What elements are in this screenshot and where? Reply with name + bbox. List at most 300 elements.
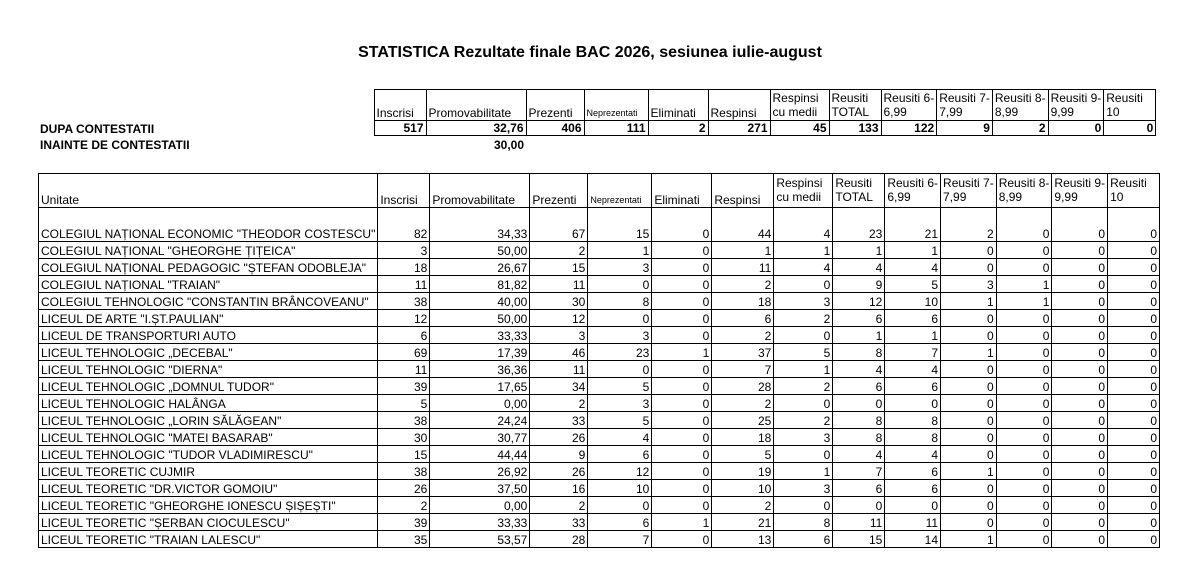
table-row — [39, 208, 1160, 242]
table-cell: 5 — [378, 395, 430, 412]
unit-name-cell: LICEUL TEHNOLOGIC "TUDOR VLADIMIRESCU" — [39, 446, 378, 463]
table-cell: 0 — [1052, 497, 1108, 514]
summary-cell: 0 — [1048, 121, 1104, 136]
table-cell: 0 — [1108, 480, 1160, 497]
table-cell: 0 — [774, 497, 833, 514]
summary-cell: 406 — [526, 121, 584, 136]
table-cell: 0 — [941, 497, 997, 514]
results-table — [38, 173, 1160, 548]
table-cell: 28 — [530, 531, 588, 548]
table-cell: 4 — [885, 259, 941, 276]
unit-name-cell: LICEUL TEORETIC "ȘERBAN CIOCULESCU" — [39, 514, 378, 531]
table-row — [39, 378, 1160, 395]
table-cell: 8 — [833, 344, 885, 361]
table-cell: 5 — [774, 344, 833, 361]
table-row — [39, 395, 1160, 412]
table-cell: 14 — [885, 531, 941, 548]
table-header-row — [39, 174, 1160, 208]
summary-table — [38, 89, 1156, 152]
table-cell: 11 — [530, 361, 588, 378]
table-cell: 1 — [774, 361, 833, 378]
table-cell: 0 — [652, 497, 712, 514]
table-cell: 6 — [588, 514, 652, 531]
table-cell: 3 — [774, 429, 833, 446]
table-cell: 1 — [941, 463, 997, 480]
table-cell: 0 — [1052, 412, 1108, 429]
table-cell: 0 — [996, 412, 1052, 429]
table-cell: 23 — [588, 344, 652, 361]
table-cell: 0 — [1052, 429, 1108, 446]
table-cell: 11 — [378, 276, 430, 293]
table-cell: 4 — [833, 446, 885, 463]
table-cell: 1 — [712, 242, 774, 259]
table-cell: 6 — [774, 531, 833, 548]
unit-name-cell: LICEUL TEORETIC "TRAIAN LALESCU" — [39, 531, 378, 548]
table-cell: 0 — [1052, 310, 1108, 327]
table-row — [39, 497, 1160, 514]
table-cell: 12 — [833, 293, 885, 310]
unit-name-cell: LICEUL TEHNOLOGIC „LORIN SĂLĂGEAN" — [39, 412, 378, 429]
unit-name-cell: LICEUL TEORETIC CUJMIR — [39, 463, 378, 480]
table-cell: 3 — [774, 293, 833, 310]
table-cell: 0,00 — [430, 395, 530, 412]
table-cell: 3 — [588, 395, 652, 412]
table-cell: 4 — [833, 361, 885, 378]
col-inscrisi: Inscrisi — [378, 174, 430, 208]
table-cell: 0 — [941, 429, 997, 446]
table-cell: 0 — [833, 395, 885, 412]
table-cell: 0 — [996, 361, 1052, 378]
table-cell: 0 — [652, 242, 712, 259]
col-neprezentati: Neprezentati — [588, 174, 652, 208]
table-cell: 1 — [833, 327, 885, 344]
table-cell: 6 — [885, 480, 941, 497]
table-cell: 0 — [1052, 293, 1108, 310]
table-cell: 37 — [712, 344, 774, 361]
table-cell: 34,33 — [430, 208, 530, 242]
table-cell: 3 — [588, 259, 652, 276]
table-row — [39, 514, 1160, 531]
table-cell: 0 — [652, 310, 712, 327]
table-cell: 0 — [996, 208, 1052, 242]
table-cell: 10 — [885, 293, 941, 310]
table-cell: 11 — [530, 276, 588, 293]
table-cell: 0 — [652, 208, 712, 242]
table-cell: 0 — [1108, 378, 1160, 395]
table-cell: 44,44 — [430, 446, 530, 463]
table-cell: 0 — [1108, 531, 1160, 548]
summary-cell: 30,00 — [493, 138, 524, 152]
table-cell: 0 — [1108, 327, 1160, 344]
table-cell: 0 — [652, 276, 712, 293]
table-cell: 0 — [588, 497, 652, 514]
table-cell: 0 — [652, 446, 712, 463]
table-row — [39, 463, 1160, 480]
unit-name-cell: LICEUL TEHNOLOGIC "DIERNA" — [39, 361, 378, 378]
table-cell: 5 — [712, 446, 774, 463]
table-cell: 4 — [885, 361, 941, 378]
table-cell: 0 — [774, 276, 833, 293]
table-cell: 1 — [941, 531, 997, 548]
unit-name-cell: COLEGIUL NAȚIONAL "GHEORGHE ȚIȚEICA" — [39, 242, 378, 259]
table-cell: 36,36 — [430, 361, 530, 378]
table-cell: 37,50 — [430, 480, 530, 497]
table-cell: 0 — [1052, 446, 1108, 463]
summary-cell: 2 — [648, 121, 708, 136]
table-cell: 3 — [530, 327, 588, 344]
table-cell: 6 — [833, 480, 885, 497]
table-cell: 12 — [588, 463, 652, 480]
table-cell: 0 — [652, 327, 712, 344]
unit-name-cell: COLEGIUL NAȚIONAL "TRAIAN" — [39, 276, 378, 293]
table-cell: 0 — [996, 259, 1052, 276]
summary-cell: 133 — [829, 121, 881, 136]
table-cell: 26,67 — [430, 259, 530, 276]
unit-name-cell: LICEUL TEHNOLOGIC HALÂNGA — [39, 395, 378, 412]
unit-name-cell: COLEGIUL NAȚIONAL PEDAGOGIC "ȘTEFAN ODOBLEJA" — [39, 259, 378, 276]
table-cell: 0 — [588, 276, 652, 293]
table-cell: 0 — [941, 259, 997, 276]
col-eliminati: Eliminati — [652, 174, 712, 208]
summary-cell: 111 — [584, 121, 648, 136]
table-row — [39, 429, 1160, 446]
unit-name-cell: LICEUL TEORETIC "DR.VICTOR GOMOIU" — [39, 480, 378, 497]
table-cell: 0 — [588, 310, 652, 327]
page-title: STATISTICA Rezultate finale BAC 2026, sesiunea iulie-august — [358, 44, 822, 61]
table-cell: 0 — [1108, 395, 1160, 412]
unit-name-cell: LICEUL TEORETIC "GHEORGHE IONESCU ȘIȘEȘTI" — [39, 497, 378, 514]
table-cell: 4 — [774, 259, 833, 276]
table-cell: 0 — [1052, 208, 1108, 242]
summary-cell: 271 — [708, 121, 770, 136]
col-reusiti-9: Reusiti 9- 9,99 — [1052, 174, 1108, 208]
table-cell: 0 — [652, 293, 712, 310]
col-respinsi: Respinsi — [712, 174, 774, 208]
table-cell: 0 — [996, 531, 1052, 548]
summary-cell-empty — [526, 136, 1156, 153]
table-cell: 53,57 — [430, 531, 530, 548]
table-cell: 40,00 — [430, 293, 530, 310]
table-cell: 0 — [996, 446, 1052, 463]
unit-name-cell: COLEGIUL TEHNOLOGIC "CONSTANTIN BRÂNCOVEANU" — [39, 293, 378, 310]
table-cell: 3 — [378, 242, 430, 259]
table-cell: 6 — [885, 463, 941, 480]
table-cell: 0 — [1108, 276, 1160, 293]
table-cell: 0 — [1052, 327, 1108, 344]
table-row — [39, 259, 1160, 276]
unit-name-cell: LICEUL TEHNOLOGIC "MATEI BASARAB" — [39, 429, 378, 446]
table-cell: 26 — [378, 480, 430, 497]
summary-cell: 45 — [770, 121, 829, 136]
table-cell: 7 — [833, 463, 885, 480]
summary-row-dupa — [38, 121, 1156, 136]
table-cell: 0 — [996, 497, 1052, 514]
table-cell: 26 — [530, 429, 588, 446]
table-cell: 21 — [712, 514, 774, 531]
table-cell: 4 — [774, 208, 833, 242]
table-cell: 12 — [378, 310, 430, 327]
table-cell: 4 — [833, 259, 885, 276]
col-reusiti-7: Reusiti 7- 7,99 — [941, 174, 997, 208]
table-cell: 1 — [774, 463, 833, 480]
table-cell: 18 — [712, 293, 774, 310]
table-cell: 15 — [530, 259, 588, 276]
table-cell: 50,00 — [430, 242, 530, 259]
col-prezenti: Prezenti — [526, 90, 584, 121]
col-prezenti: Prezenti — [530, 174, 588, 208]
table-cell: 0 — [1108, 361, 1160, 378]
table-cell: 17,65 — [430, 378, 530, 395]
table-cell: 8 — [833, 429, 885, 446]
table-cell: 6 — [833, 310, 885, 327]
table-cell: 13 — [712, 531, 774, 548]
table-cell: 30 — [378, 429, 430, 446]
table-cell: 0 — [941, 327, 997, 344]
table-cell: 16 — [530, 480, 588, 497]
table-cell: 4 — [588, 429, 652, 446]
col-reusiti-total: Reusiti TOTAL — [829, 90, 881, 121]
table-cell: 33 — [530, 514, 588, 531]
table-cell: 39 — [378, 378, 430, 395]
summary-cell: 9 — [937, 121, 993, 136]
table-cell: 67 — [530, 208, 588, 242]
col-neprezentati: Neprezentati — [584, 90, 648, 121]
table-cell: 0 — [941, 412, 997, 429]
table-row — [39, 327, 1160, 344]
table-cell: 2 — [774, 310, 833, 327]
col-reusiti-6: Reusiti 6- 6,99 — [885, 174, 941, 208]
summary-cell: 32,76 — [426, 121, 526, 136]
table-cell: 46 — [530, 344, 588, 361]
table-cell: 0 — [588, 361, 652, 378]
table-cell: 0 — [1108, 412, 1160, 429]
table-cell: 7 — [885, 344, 941, 361]
table-cell: 0 — [652, 259, 712, 276]
table-cell: 0 — [1052, 531, 1108, 548]
table-row — [39, 480, 1160, 497]
table-cell: 0 — [652, 463, 712, 480]
table-cell: 38 — [378, 463, 430, 480]
table-cell: 2 — [530, 497, 588, 514]
table-cell: 0 — [1108, 344, 1160, 361]
summary-cell-empty — [374, 136, 426, 153]
table-cell: 2 — [530, 242, 588, 259]
table-cell: 0 — [652, 395, 712, 412]
table-cell: 0 — [1108, 208, 1160, 242]
table-cell: 82 — [378, 208, 430, 242]
table-cell: 11 — [378, 361, 430, 378]
table-cell: 39 — [378, 514, 430, 531]
table-cell: 5 — [885, 276, 941, 293]
table-cell: 5 — [588, 378, 652, 395]
col-promovabilitate: Promovabilitate — [430, 174, 530, 208]
table-cell: 0 — [941, 395, 997, 412]
col-inscrisi: Inscrisi — [374, 90, 426, 121]
table-cell: 0 — [1052, 259, 1108, 276]
table-cell: 0 — [996, 310, 1052, 327]
table-cell: 0 — [996, 378, 1052, 395]
table-row — [39, 344, 1160, 361]
table-cell: 0 — [885, 395, 941, 412]
table-cell: 24,24 — [430, 412, 530, 429]
table-cell: 26 — [530, 463, 588, 480]
col-reusiti-10: Reusiti 10 — [1104, 90, 1156, 121]
summary-row-inainte — [38, 136, 1156, 153]
unit-name-cell: LICEUL DE TRANSPORTURI AUTO — [39, 327, 378, 344]
table-cell: 15 — [833, 531, 885, 548]
table-cell: 0 — [774, 395, 833, 412]
table-cell: 33,33 — [430, 514, 530, 531]
table-cell: 1 — [652, 344, 712, 361]
table-cell: 0 — [833, 497, 885, 514]
table-cell: 8 — [774, 514, 833, 531]
table-cell: 1 — [996, 293, 1052, 310]
table-cell: 2 — [712, 497, 774, 514]
table-cell: 0 — [1108, 446, 1160, 463]
table-cell: 0 — [1108, 497, 1160, 514]
table-cell: 6 — [885, 310, 941, 327]
table-cell: 5 — [588, 412, 652, 429]
table-cell: 1 — [652, 514, 712, 531]
table-cell: 50,00 — [430, 310, 530, 327]
table-cell: 33 — [530, 412, 588, 429]
table-cell: 1 — [885, 242, 941, 259]
table-cell: 69 — [378, 344, 430, 361]
table-cell: 3 — [941, 276, 997, 293]
col-promovabilitate: Promovabilitate — [426, 90, 526, 121]
table-cell: 6 — [885, 378, 941, 395]
col-reusiti-9: Reusiti 9- 9,99 — [1048, 90, 1104, 121]
table-cell: 0 — [1052, 242, 1108, 259]
col-respinsi-cu-medii: Respinsi cu medii — [774, 174, 833, 208]
unit-name-cell: LICEUL TEHNOLOGIC „DOMNUL TUDOR" — [39, 378, 378, 395]
table-cell: 0 — [941, 361, 997, 378]
table-cell: 3 — [774, 480, 833, 497]
table-cell: 0 — [652, 429, 712, 446]
table-cell: 0 — [996, 395, 1052, 412]
table-cell: 7 — [712, 361, 774, 378]
col-reusiti-total: Reusiti TOTAL — [833, 174, 885, 208]
table-cell: 33,33 — [430, 327, 530, 344]
table-cell: 0 — [1052, 344, 1108, 361]
table-cell: 2 — [774, 378, 833, 395]
table-cell: 0 — [1108, 242, 1160, 259]
table-cell: 8 — [885, 412, 941, 429]
table-cell: 21 — [885, 208, 941, 242]
table-cell: 0 — [996, 514, 1052, 531]
table-cell: 12 — [530, 310, 588, 327]
table-cell: 2 — [712, 276, 774, 293]
table-cell: 8 — [588, 293, 652, 310]
table-cell: 2 — [774, 412, 833, 429]
table-cell: 1 — [996, 276, 1052, 293]
table-cell: 0 — [1108, 259, 1160, 276]
table-cell: 0 — [996, 242, 1052, 259]
table-cell: 19 — [712, 463, 774, 480]
table-cell: 6 — [833, 378, 885, 395]
table-cell: 18 — [378, 259, 430, 276]
table-cell: 11 — [833, 514, 885, 531]
col-reusiti-8: Reusiti 8- 8,99 — [992, 90, 1048, 121]
table-cell: 30,77 — [430, 429, 530, 446]
table-cell: 0 — [652, 412, 712, 429]
table-cell: 0 — [941, 310, 997, 327]
table-cell: 0 — [941, 378, 997, 395]
table-cell: 0 — [996, 480, 1052, 497]
table-cell: 0 — [941, 514, 997, 531]
table-cell: 1 — [885, 327, 941, 344]
row-label-dupa: DUPA CONTESTATII — [40, 121, 155, 136]
table-cell: 0 — [1108, 463, 1160, 480]
table-cell: 0,00 — [430, 497, 530, 514]
table-cell: 17,39 — [430, 344, 530, 361]
summary-cell: 122 — [881, 121, 937, 136]
table-cell: 0 — [1052, 480, 1108, 497]
summary-cell: 517 — [374, 121, 426, 136]
col-respinsi-cu-medii: Respinsi cu medii — [770, 90, 829, 121]
table-cell: 11 — [885, 514, 941, 531]
table-cell: 2 — [712, 395, 774, 412]
table-cell: 0 — [1052, 378, 1108, 395]
table-cell: 15 — [588, 208, 652, 242]
table-cell: 0 — [652, 378, 712, 395]
table-cell: 1 — [588, 242, 652, 259]
table-cell: 0 — [774, 327, 833, 344]
table-cell: 0 — [652, 361, 712, 378]
table-cell: 10 — [588, 480, 652, 497]
table-cell: 0 — [652, 480, 712, 497]
table-cell: 0 — [941, 446, 997, 463]
summary-header-row — [38, 90, 1156, 121]
table-cell: 23 — [833, 208, 885, 242]
col-reusiti-10: Reusiti 10 — [1108, 174, 1160, 208]
table-cell: 0 — [1108, 514, 1160, 531]
table-cell: 0 — [996, 344, 1052, 361]
table-cell: 0 — [941, 480, 997, 497]
table-cell: 0 — [1052, 276, 1108, 293]
table-row — [39, 361, 1160, 378]
table-cell: 0 — [996, 327, 1052, 344]
table-cell: 2 — [530, 395, 588, 412]
table-cell: 0 — [1052, 463, 1108, 480]
table-cell: 35 — [378, 531, 430, 548]
table-cell: 0 — [774, 446, 833, 463]
table-cell: 9 — [530, 446, 588, 463]
table-cell: 0 — [996, 429, 1052, 446]
table-cell: 0 — [1052, 395, 1108, 412]
table-cell: 9 — [833, 276, 885, 293]
unit-name-cell: LICEUL DE ARTE "I.ȘT.PAULIAN" — [39, 310, 378, 327]
unit-name-cell: LICEUL TEHNOLOGIC „DECEBAL" — [39, 344, 378, 361]
table-cell: 11 — [712, 259, 774, 276]
table-cell: 6 — [712, 310, 774, 327]
table-cell: 25 — [712, 412, 774, 429]
table-cell: 1 — [833, 242, 885, 259]
table-cell: 6 — [378, 327, 430, 344]
table-cell: 0 — [1052, 514, 1108, 531]
table-cell: 38 — [378, 293, 430, 310]
col-respinsi: Respinsi — [708, 90, 770, 121]
row-label-inainte: INAINTE DE CONTESTATII — [40, 138, 190, 152]
table-row — [39, 531, 1160, 548]
table-cell: 81,82 — [430, 276, 530, 293]
table-cell: 28 — [712, 378, 774, 395]
table-cell: 1 — [774, 242, 833, 259]
table-cell: 8 — [833, 412, 885, 429]
col-unitate: Unitate — [39, 174, 378, 208]
table-cell: 30 — [530, 293, 588, 310]
col-reusiti-8: Reusiti 8- 8,99 — [996, 174, 1052, 208]
